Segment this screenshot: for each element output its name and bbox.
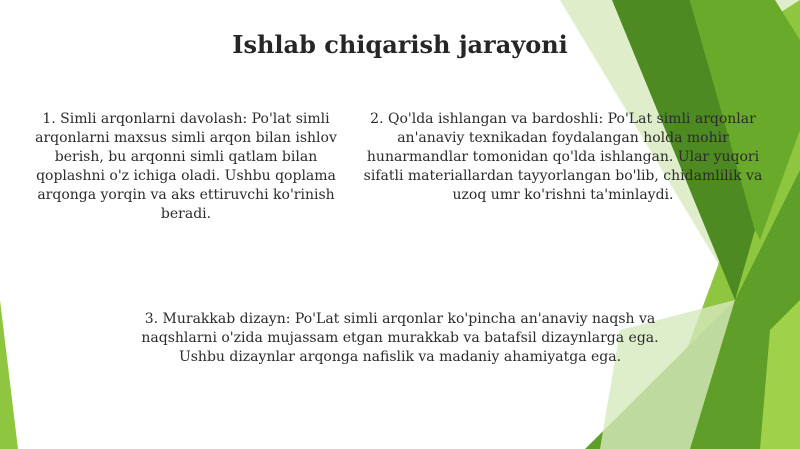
left-green-sliver: [0, 300, 18, 449]
slide-title: Ishlab chiqarish jarayoni: [232, 30, 568, 59]
paragraph-3: 3. Murakkab dizayn: Po'Lat simli arqonlar ko'pincha an'anaviy naqsh va naqshlarni o'zida mujassam etgan murakkab va batafsil dizaynlarga ega. Ushbu dizaynlar arqonga nafislik va madaniy ahamiyatga ega.: [141, 311, 659, 365]
paragraph-1: 1. Simli arqonlarni davolash: Po'lat simli arqonlarni maxsus simli arqon bilan ishlov berish, bu arqonni simli qatlam bilan qoplashni o'z ichiga oladi. Ushbu qoplama arqonga yorqin va aks ettiruvchi ko'rinish beradi.: [35, 111, 337, 222]
paragraph-2: 2. Qo'lda ishlangan va bardoshli: Po'Lat simli arqonlar an'anaviy texnikadan foydalangan holda mohir hunarmandlar tomonidan qo'lda ishlangan. Ular yuqori sifatli materiallardan tayyorlangan bo'lib, chidamlilik va uzoq umr ko'rishni ta'minlaydi.: [363, 111, 763, 203]
